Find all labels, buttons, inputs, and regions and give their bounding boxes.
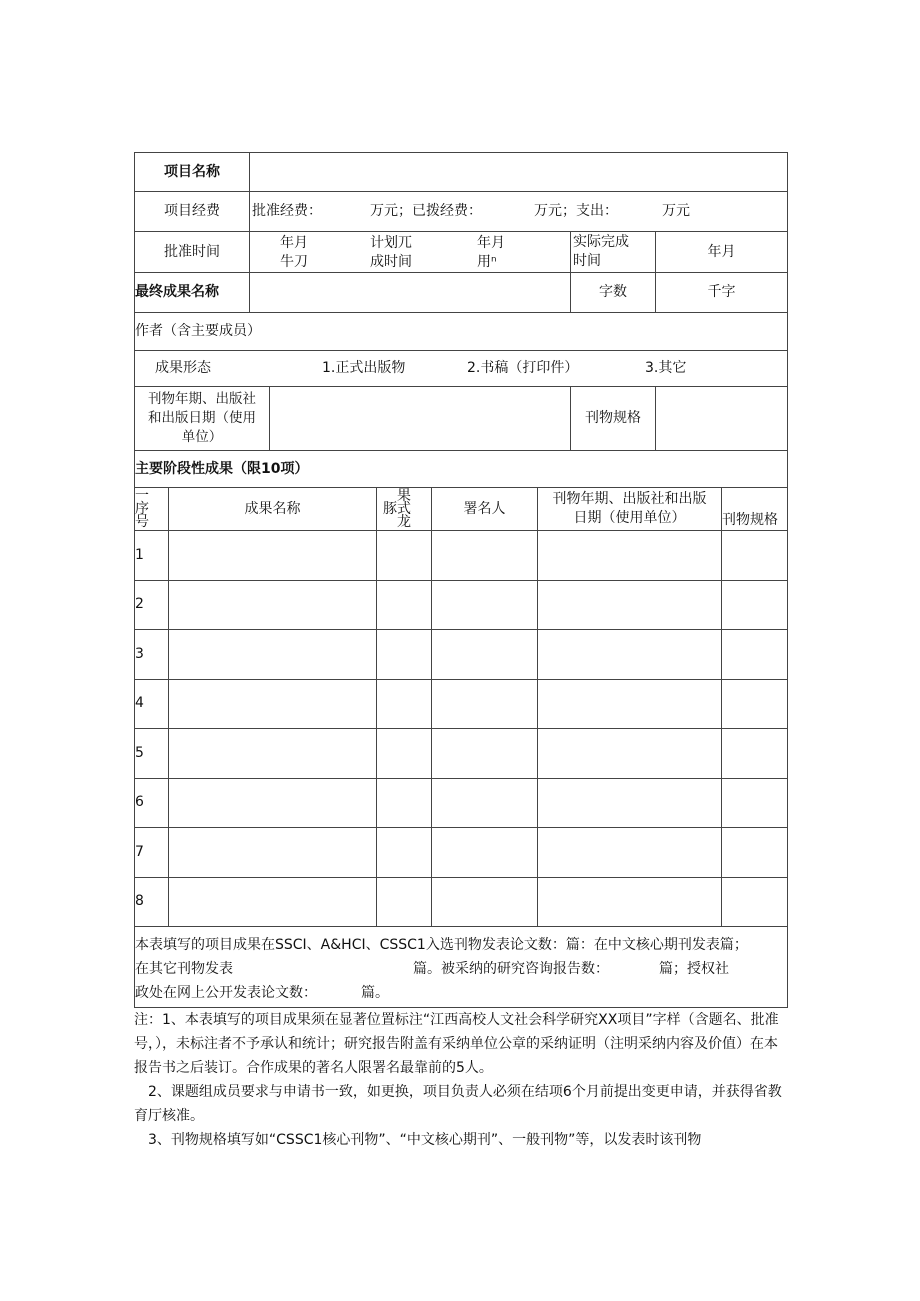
table-cell[interactable]: [722, 580, 788, 630]
form-label: 成果形态: [155, 360, 211, 376]
summary-line-1: 本表填写的项目成果在SSCI、A&HCI、CSSC1入选刊物发表论文数：篇：在中文核心期刊发表篇；: [135, 937, 748, 953]
note-1: 注：1、本表填写的项目成果须在显著位置标注“江西高校人文社会科学研究XX项目”字样（含题名、批准号，），未标注者不予承认和统计；研究报告附盖有采纳单位公章的采纳证明（注明采纳内容及价值）在本报告书之后装订。合作成果的著名人限署名最靠前的5人。: [134, 1012, 779, 1076]
table-cell[interactable]: [377, 828, 432, 878]
table-cell[interactable]: [377, 729, 432, 779]
approved-funding: 批准经费：: [252, 203, 322, 219]
table-cell[interactable]: [377, 877, 432, 927]
row-number: 8: [135, 877, 169, 927]
table-row: [135, 630, 788, 680]
row-number: 5: [135, 729, 169, 779]
table-cell[interactable]: [377, 580, 432, 630]
header-signer: 署名人: [432, 488, 538, 531]
table-cell[interactable]: [377, 630, 432, 680]
spec-field[interactable]: [656, 387, 788, 451]
project-name-field[interactable]: [250, 153, 788, 192]
table-row: [135, 828, 788, 878]
form-row[interactable]: [135, 351, 788, 387]
publication-field[interactable]: [270, 387, 571, 451]
table-cell[interactable]: [169, 877, 377, 927]
stage-results-table: [134, 487, 788, 1008]
spec-label: 刊物规格: [571, 387, 656, 451]
table-cell[interactable]: [722, 531, 788, 581]
notes: [134, 1008, 790, 1152]
approval-ym-2: 牛刀: [280, 254, 308, 270]
table-cell[interactable]: [432, 580, 538, 630]
form-option-3[interactable]: 3.其它: [645, 360, 687, 376]
actual-ym[interactable]: 年月: [656, 232, 788, 273]
planned-completion-label-2: 成时间: [370, 254, 412, 270]
header-no: 一 序 号: [135, 488, 169, 531]
table-cell[interactable]: [538, 630, 722, 680]
form-option-2[interactable]: 2.书稿（打印件）: [467, 360, 579, 376]
table-cell[interactable]: [432, 630, 538, 680]
expense-unit: 万元: [662, 203, 690, 219]
table-cell[interactable]: [722, 630, 788, 680]
stage-results-heading: 主要阶段性成果（限10项）: [135, 451, 788, 488]
final-result-label: 最终成果名称: [135, 273, 250, 313]
row-number: 4: [135, 679, 169, 729]
table-cell[interactable]: [432, 679, 538, 729]
row-number: 6: [135, 778, 169, 828]
table-cell[interactable]: [377, 531, 432, 581]
note-3: 3、刊物规格填写如“CSSC1核心刊物”、“中文核心期刊”、一般刊物”等，以发表时该刊物: [148, 1132, 702, 1148]
header-publication: 刊物年期、出版社和出版 日期（使用单位）: [538, 488, 722, 531]
table-row: [135, 877, 788, 927]
table-cell[interactable]: [432, 778, 538, 828]
table-cell[interactable]: [722, 778, 788, 828]
table-cell[interactable]: [169, 531, 377, 581]
planned-completion-label: 计划兀: [370, 235, 412, 251]
summary-line-3: 政处在网上公开发表论文数： 篇。: [135, 985, 389, 1001]
planned-ym-2: 用ⁿ: [477, 254, 497, 270]
planned-ym: 年月: [477, 235, 505, 251]
table-cell[interactable]: [432, 877, 538, 927]
table-cell[interactable]: [538, 828, 722, 878]
table-cell[interactable]: [432, 531, 538, 581]
approval-ym: 年月: [280, 235, 308, 251]
table-cell[interactable]: [432, 729, 538, 779]
header-form: 果 豚式 龙: [377, 488, 432, 531]
form-option-1[interactable]: 1.正式出版物: [322, 360, 406, 376]
table-cell[interactable]: [722, 877, 788, 927]
table-cell[interactable]: [538, 729, 722, 779]
table-cell[interactable]: [169, 828, 377, 878]
summary-line-2: 在其它刊物发表 篇。被采纳的研究咨询报告数： 篇；授权社: [135, 961, 729, 977]
table-cell[interactable]: [538, 580, 722, 630]
note-2: 2、课题组成员要求与申请书一致，如更换，项目负责人必须在结项6个月前提出变更申请，并获得省教育厅核准。: [134, 1084, 782, 1124]
table-cell[interactable]: [169, 729, 377, 779]
table-cell[interactable]: [538, 531, 722, 581]
allocated-funding: 万元；已拨经费：: [370, 203, 482, 219]
actual-completion-label: 实际完成 时间: [571, 232, 656, 273]
funding-field[interactable]: [250, 192, 788, 232]
table-cell[interactable]: [169, 679, 377, 729]
table-row: [135, 778, 788, 828]
table-row: [135, 679, 788, 729]
table-cell[interactable]: [722, 828, 788, 878]
table-cell[interactable]: [377, 778, 432, 828]
table-cell[interactable]: [722, 729, 788, 779]
table-cell[interactable]: [538, 877, 722, 927]
kchars-field[interactable]: 千字: [656, 273, 788, 313]
funding-label: 项目经费: [135, 192, 250, 232]
table-cell[interactable]: [538, 679, 722, 729]
row-number: 7: [135, 828, 169, 878]
table-cell[interactable]: [377, 679, 432, 729]
table-cell[interactable]: [169, 778, 377, 828]
header-spec: 刊物规格: [722, 488, 788, 531]
table-cell[interactable]: [432, 828, 538, 878]
header-name: 成果名称: [169, 488, 377, 531]
table-cell[interactable]: [722, 679, 788, 729]
project-info-table: [134, 152, 788, 488]
table-row: [135, 531, 788, 581]
publication-label: 刊物年期、出版社 和出版日期（使用 单位）: [135, 387, 270, 451]
author-row[interactable]: 作者（含主要成员）: [135, 313, 788, 351]
approval-time-label: 批准时间: [135, 232, 250, 273]
time-field[interactable]: [250, 232, 571, 273]
table-row: [135, 580, 788, 630]
expense: 万元；支出：: [534, 203, 618, 219]
row-number: 1: [135, 531, 169, 581]
summary-cell[interactable]: [135, 927, 788, 1008]
row-number: 3: [135, 630, 169, 680]
project-name-label: 项目名称: [135, 153, 250, 192]
table-cell[interactable]: [538, 778, 722, 828]
row-number: 2: [135, 580, 169, 630]
table-row: [135, 729, 788, 779]
word-count-label: 字数: [571, 273, 656, 313]
table-cell[interactable]: [169, 580, 377, 630]
table-cell[interactable]: [169, 630, 377, 680]
final-result-field[interactable]: [250, 273, 571, 313]
